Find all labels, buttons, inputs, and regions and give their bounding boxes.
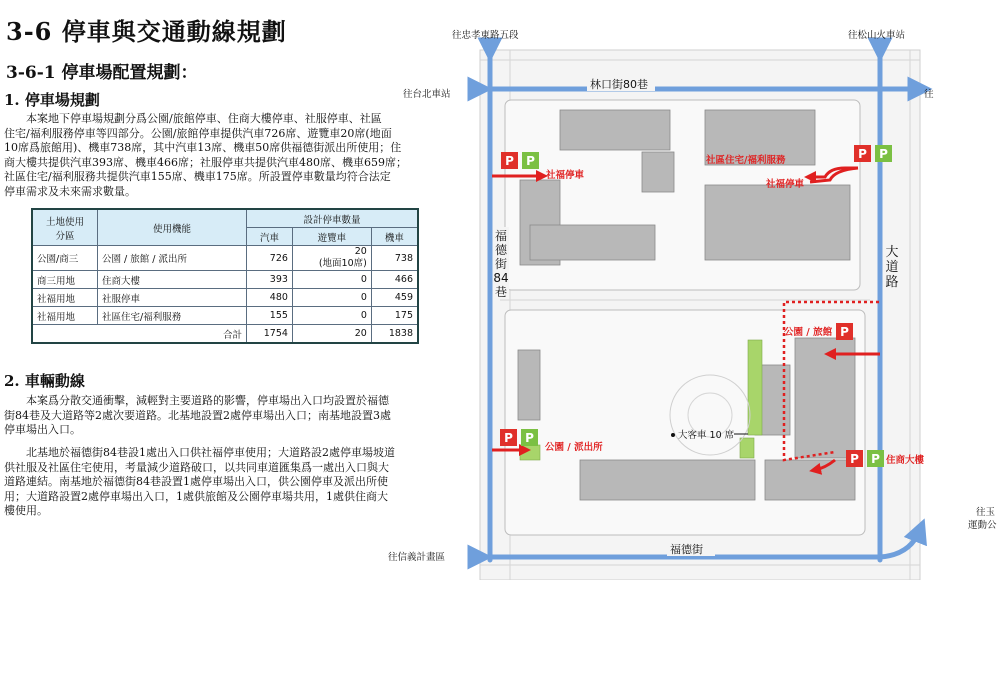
building [795,338,855,458]
table-cell-function: 社服停車 [98,289,247,307]
table-cell-function: 住商大樓 [98,271,247,289]
parking-icon-label: P [858,147,867,161]
building [560,110,670,150]
road-name-dadao-char: 大 [885,245,899,260]
table-cell-car: 155 [247,307,293,325]
table-header-group: 設計停車數量 [247,209,419,228]
parking-table [31,208,419,344]
label-to-zhongxiao: 往忠孝東路五段 [452,30,519,41]
label-to-songshan: 往松山火車站 [848,30,906,41]
table-cell-motorcycle: 738 [371,246,418,271]
label-to-yuqing-1: 往玉 [976,507,996,518]
label-to-east: 往 [924,89,934,100]
table-header-zone: 土地使用 分區 [32,209,98,246]
road-name-fude84 [493,227,509,299]
table-cell-bus: 0 [292,307,371,325]
road-name-fude84-char: 84 [493,271,509,285]
table-cell-zone: 商三用地 [32,271,98,289]
landscape-strip [740,438,754,458]
parking-icon-label: P [526,154,535,168]
building [705,185,850,260]
table-cell-car: 480 [247,289,293,307]
table-cell-zone: 公園/商三 [32,246,98,271]
table-header-motorcycle: 機車 [371,228,418,246]
document-text-column [0,0,445,693]
table-cell-bus: 0 [292,289,371,307]
parking-icon-label: P [504,431,513,445]
parking-plan-title: 1. 停車場規劃 [4,91,100,109]
table-cell-motorcycle: 459 [371,289,418,307]
label-park-police: 公園 / 派出所 [545,442,603,453]
label-bus-parking: 大客車 10 席 [678,430,735,441]
parking-icon-label: P [505,154,514,168]
table-cell-function: 公園 / 旅館 / 派出所 [98,246,247,271]
vehicle-circulation-title: 2. 車輛動線 [4,372,85,390]
landscape-strip [520,445,540,460]
label-residential-tower: 住商大樓 [886,455,925,466]
label-to-taibei: 往台北車站 [403,89,451,100]
table-header-bus: 遊覽車 [292,228,371,246]
table-cell-car: 393 [247,271,293,289]
road-name-fude84-char: 巷 [494,285,508,299]
table-cell-zone: 社福用地 [32,307,98,325]
parking-icon-label: P [850,452,859,466]
table-cell-motorcycle: 466 [371,271,418,289]
table-total-car: 1754 [247,325,293,344]
road-name-dadao [883,242,900,290]
table-cell-zone: 社福用地 [32,289,98,307]
table-row [32,307,418,325]
table-total-bus: 20 [292,325,371,344]
road-name-fude84-char: 街 [494,257,508,271]
road-name-linkou: 林口街80巷 [590,78,648,91]
table-row [32,289,418,307]
parking-icon-label: P [871,452,880,466]
table-total-motorcycle: 1838 [371,325,418,344]
landscape-strip [748,340,762,435]
site-circulation-map [380,20,1005,580]
table-cell-bus: 0 [292,271,371,289]
building [518,350,540,420]
building [580,460,755,500]
label-park-hotel: 公園 / 旅館 [784,327,833,338]
bus-parking-dot [671,433,675,437]
table-row [32,246,418,271]
label-to-xinyi: 往信義計畫區 [388,552,446,563]
vehicle-circulation-paragraph-1: 本案爲分散交通衝擊，減輕對主要道路的影響，停車場出入口均設置於福德 街84巷及大道路等2處次要道路。北基地設置2處停車場出入口；南基地設置3處 停車場出入口。 [4,394,391,436]
parking-icon-label: P [840,325,849,339]
building [765,460,855,500]
table-cell-motorcycle: 175 [371,307,418,325]
building [642,152,674,192]
label-community-housing: 社區住宅/福利服務 [706,155,786,166]
road-name-fude: 福德街 [670,543,703,556]
table-cell-bus: 20 (地面10席) [292,246,371,271]
table-row [32,271,418,289]
road-name-fude84-char: 福 [494,229,508,243]
parking-icon-label: P [525,431,534,445]
table-cell-car: 726 [247,246,293,271]
road-name-dadao-char: 道 [885,260,899,275]
label-social-welfare-parking: 社福停車 [546,170,585,181]
vehicle-circulation-paragraph-2: 北基地於福德街84巷設1處出入口供社福停車使用；大道路設2處停車場坡道 供社服及社區住宅使用，考量減少道路破口，以共同車道匯集爲一處出入口與大 道路連結。南基地於福德街84巷設置1處停車場出入口，供公園停車及派出所使 用；大道路設置2處停車場出入口，1處供旅館及公園停車場共用，1處供住商大 樓使用。 [4,446,395,517]
road-name-fude84-char: 德 [494,243,508,257]
page-title: 3-6 停車與交通動線規劃 [6,17,287,46]
label-social-service-parking: 社福停車 [766,179,805,190]
table-header-car: 汽車 [247,228,293,246]
table-total-label: 合計 [32,325,247,344]
table-cell-function: 社區住宅/福利服務 [98,307,247,325]
building [530,225,655,260]
table-header-function: 使用機能 [98,209,247,246]
section-heading: 3-6-1 停車場配置規劃： [6,63,198,83]
road-name-dadao-char: 路 [885,275,899,290]
parking-plan-paragraph: 本案地下停車場規劃分爲公園/旅館停車、住商大樓停車、社服停車、社區 住宅/福利服務停車等四部分。公園/旅館停車提供汽車726席、遊覽車20席(地面 10席爲旅館用)、機車738席，其中汽車13席、機車50席供福德街派出所使用；住 商大樓共提供汽車393席、機車466席；社服停車共提供汽車480席、機車659席； 社區住宅/福利服務共提供汽車155席、機車175席。所設置停車數量均符合法定 停車需求及未來需求數量。 [4,112,407,198]
parking-icon-label: P [879,147,888,161]
table-total-row [32,325,418,344]
label-to-yuqing-2: 運動公 [968,520,997,531]
